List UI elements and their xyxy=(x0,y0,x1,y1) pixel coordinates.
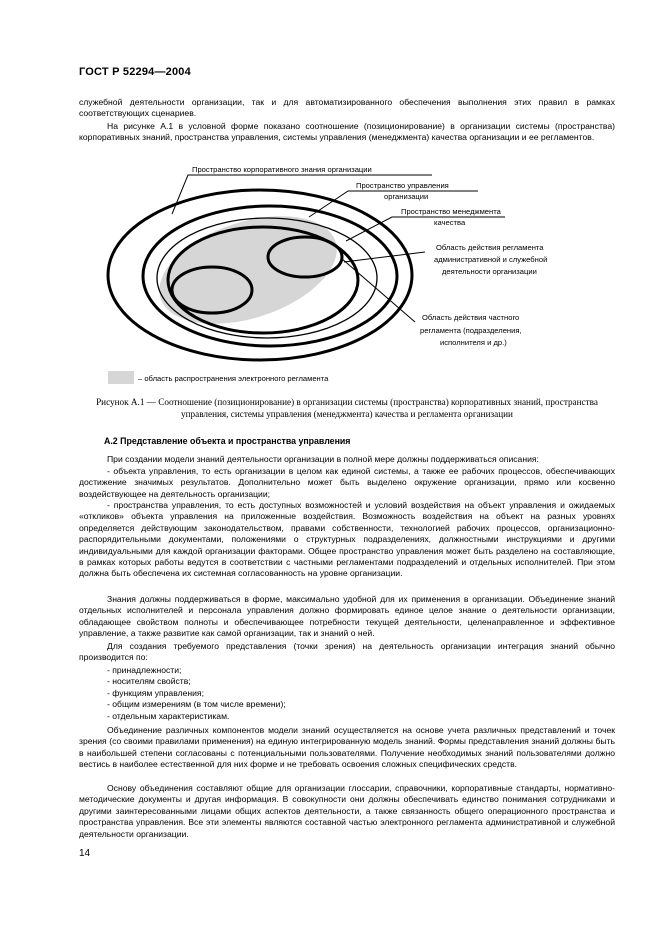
label-private-regulation-1: Область действия частного xyxy=(422,313,520,322)
list-item: - отдельным характеристикам. xyxy=(107,710,230,721)
label-private-regulation-3: исполнителя и др.) xyxy=(440,338,507,347)
label-quality-space-2: качества xyxy=(434,218,466,227)
page-header: ГОСТ Р 52294—2004 xyxy=(79,66,191,78)
list-item: - общим измерениям (в том числе времени); xyxy=(107,699,286,710)
label-management-space-1: Пространство управления xyxy=(356,181,449,190)
label-knowledge-space: Пространство корпоративного знания организации xyxy=(192,165,372,174)
figure-a1-diagram xyxy=(0,0,661,400)
label-management-space-2: организации xyxy=(384,192,429,201)
list-item: - принадлежности; xyxy=(107,665,182,675)
figure-caption: Рисунок А.1 — Соотношение (позиционирование) в организации системы (пространства) корпоративных знаний, пространства управления, системы управления (менеджмента) качества и регламента организации xyxy=(96,397,598,419)
section-heading: А.2 Представление объекта и пространства управления xyxy=(104,436,351,446)
section-paragraph-4: Знания должны поддерживаться в форме, максимально удобной для их применения в организации. Объединение знаний отдельных исполнителей и персонала управления должно формировать единое целое знание о деятельности организации, обладающее свойством полноты и обеспечивающее потребности текущей деятельности, целенаправленное и эффективное управление, а также развитие как самой организации, так и знаний о ней. xyxy=(79,594,615,639)
section-paragraph-3: - пространства управления, то есть доступных возможностей и условий воздействия на объект управления и ожидаемых «откликов» объекта управления на приложенные воздействия. Возможность воздействия на объект на разных уровнях определяется действующим законодательством, правами собственности, технологией рабочих процессов, организационно-распорядительными документами, положениями о структурных подразделениях, должностными инструкциями и другими индивидуальными для каждой организации факторами. Общее пространство управления может быть разделено на составляющие, в рамках которых работы ведутся в соответствии с частными регламентами подразделений и отдельных исполнителей. При этом должна быть обеспечена их системная согласованность на уровне организации. xyxy=(79,500,615,579)
label-admin-regulation-3: деятельности организации xyxy=(442,267,537,276)
section-paragraph-2: - объекта управления, то есть организации в целом как единой системы, а также ее рабочих процессов, обеспечивающих достижение значимых результатов. Дополнительно может быть выделено окружение организации, прямо или косвенно воздействующее на деятельность организации; xyxy=(79,466,615,499)
intro-paragraph-2: На рисунке А.1 в условной форме показано соотношение (позиционирование) в организации системы (пространства) корпоративных знаний, пространства управления, системы управления (менеджмента) качества организации и ее регламентов. xyxy=(79,121,615,143)
section-paragraph-7: Основу объединения составляют общие для организации глоссарии, справочники, корпоративные стандарты, нормативно-методические документы и другая информация. В совокупности они должны обеспечивать единство понимания сотрудниками и другими заинтересованными лицами общих аспектов деятельности, а также связанность общего операционного пространства и пространства управления. Все эти элементы являются составной частью электронного регламента административной и служебной деятельности организации. xyxy=(79,783,615,839)
section-paragraph-5: Для создания требуемого представления (точки зрения) на деятельность организации интеграция знаний обычно производится по: xyxy=(79,641,615,663)
list-item: - функциям управления; xyxy=(107,687,204,698)
section-paragraph-6: Объединение различных компонентов модели знаний осуществляется на основе учета различных представлений и точек зрения (со своими правилами применения) на единую интегрированную модель знаний. Формы представления знаний должны быть в наибольшей степени согласованы с потенциальными пользователями. Получение необходимых знаний пользователями должно вестись в наиболее естественной для них форме и не требовать освоения сложных специфических средств. xyxy=(79,725,615,770)
leader-line-quality xyxy=(346,217,505,241)
legend-text: – область распространения электронного регламента xyxy=(138,374,329,383)
section-paragraph-1: При создании модели знаний деятельности организации в полной мере должны поддерживаться описания: xyxy=(107,454,539,464)
label-admin-regulation-1: Область действия регламента xyxy=(436,243,544,252)
label-private-regulation-2: регламента (подразделения, xyxy=(420,326,522,335)
leader-line-admin xyxy=(344,252,425,262)
intro-paragraph-1: служебной деятельности организации, так и для автоматизированного обеспечения выполнения этих правил в рамках соответствующих сценариев. xyxy=(79,97,615,119)
label-quality-space-1: Пространство менеджмента xyxy=(401,207,501,216)
page-number: 14 xyxy=(79,848,91,859)
legend-swatch xyxy=(108,371,134,384)
label-admin-regulation-2: административной и служебной xyxy=(434,255,548,264)
integration-list xyxy=(107,665,607,722)
list-item: - носителям свойств; xyxy=(107,676,191,687)
